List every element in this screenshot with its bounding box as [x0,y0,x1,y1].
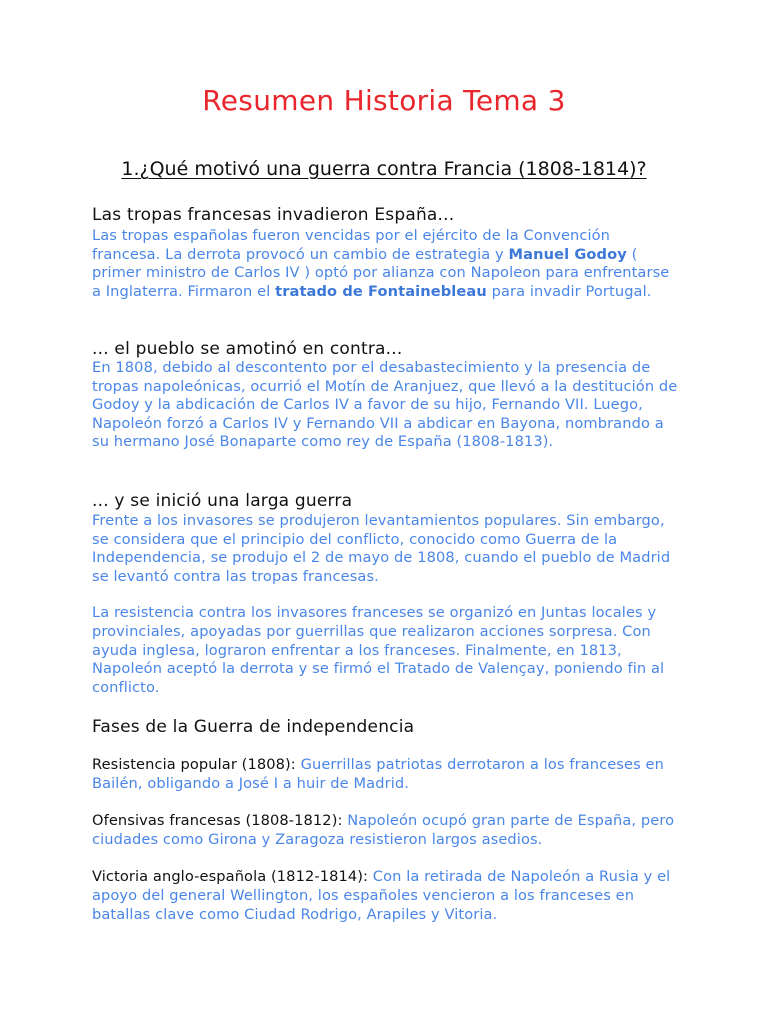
section-war [92,490,682,697]
phase-text: Con la retirada de Napoleón a Rusia y el apoyo del general Wellington, los españoles vencieron a los franceses en batallas clave como Ciudad Rodrigo, Arapiles y Vitoria. [92,868,671,923]
section-text-war-1: Frente a los invasores se produjeron levantamientos populares. Sin embargo, se considera que el principio del conflicto, conocido como Guerra de la Independencia, se produjo el 2 de mayo de 1808, cuando el pueblo de Madrid se levantó contra las tropas francesas. [92,512,671,585]
section-heading-mutiny: ... el pueblo se amotinó en contra... [92,339,403,359]
text-fragment: para invadir Portugal. [486,282,652,300]
page-title: Resumen Historia Tema 3 [202,84,566,117]
highlight-fontainebleau: tratado de Fontainebleau [275,282,487,300]
phase-label: Victoria anglo-española (1812-1814): [92,868,369,886]
section-phases [92,716,682,924]
phase-label: Ofensivas francesas (1808-1812): [92,812,343,830]
question-heading: 1.¿Qué motivó una guerra contra Francia (1808-1814)? [121,158,647,180]
phase-text: Guerrillas patriotas derrotaron a los franceses en Bailén, obligando a José I a huir de Madrid. [92,756,664,792]
section-heading-phases: Fases de la Guerra de independencia [92,717,415,737]
section-heading-war: ... y se inició una larga guerra [92,491,353,511]
text-fragment: ( primer ministro de Carlos IV ) optó por alianza con Napoleon para enfrentarse a Inglaterra. Firmaron el [92,245,670,300]
phase-item [92,756,682,793]
text-fragment: Las tropas españolas fueron vencidas por el ejército de la Convención francesa. La derrota provocó un cambio de estrategia y [92,227,611,263]
highlight-godoy: Manuel Godoy [508,245,627,263]
section-text-invasion [92,227,682,301]
phase-item [92,812,682,849]
section-text-war-2: La resistencia contra los invasores franceses se organizó en Juntas locales y provinciales, apoyadas por guerrillas que realizaron acciones sorpresa. Con ayuda inglesa, lograron enfrentar a los franceses. Finalmente, en 1813, Napoleón aceptó la derrota y se firmó el Tratado de Valençay, poniendo fin al conflicto. [92,604,665,696]
section-invasion [92,204,682,301]
phase-text: Napoleón ocupó gran parte de España, pero ciudades como Girona y Zaragoza resistieron largos asedios. [92,812,675,848]
section-mutiny [92,338,682,452]
section-heading-invasion: Las tropas francesas invadieron España... [92,205,455,225]
phase-label: Resistencia popular (1808): [92,756,296,773]
phase-item [92,868,682,924]
section-text-mutiny: En 1808, debido al descontento por el desabastecimiento y la presencia de tropas napoleónicas, ocurrió el Motín de Aranjuez, que llevó a la destitución de Godoy y la abdicación de Carlos IV a favor de su hijo, Fernando VII. Luego, Napoleón forzó a Carlos IV y Fernando VII a abdicar en Bayona, nombrando a su hermano José Bonaparte como rey de España (1808-1813). [92,359,678,451]
